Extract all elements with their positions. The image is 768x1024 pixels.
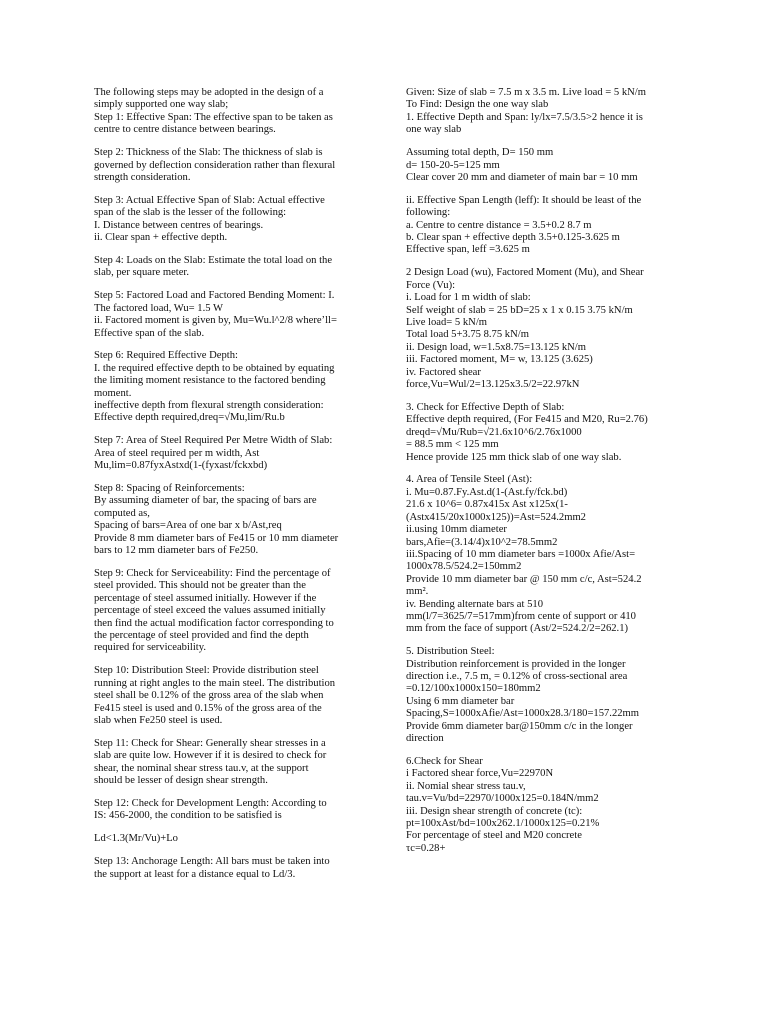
left-text-line: Step 2: Thickness of the Slab: The thickness of slab is bbox=[94, 147, 323, 159]
left-column bbox=[94, 87, 366, 892]
left-text-line: Step 7: Area of Steel Required Per Metre Width of Slab: bbox=[94, 435, 333, 447]
right-text-line: 21.6 x 10^6= 0.87x415x Ast x125x(1- bbox=[406, 499, 568, 511]
left-text-line: Step 12: Check for Development Length: According to bbox=[94, 798, 327, 809]
left-text-line: Effective depth required,dreq=√Mu,lim/Ru.b bbox=[94, 412, 285, 424]
right-paragraph bbox=[406, 195, 674, 257]
left-text-line: slab, per square meter. bbox=[94, 267, 190, 279]
right-text-line: iv. Bending alternate bars at 510 bbox=[406, 598, 543, 610]
right-text-line: Effective depth required, (For Fe415 and M20, Ru=2.76) bbox=[406, 414, 648, 426]
left-text-line: shear, the nominal shear stress tau.v, at the support bbox=[94, 762, 309, 774]
right-text-line: (Astx415/20x1000x125))=Ast=524.2mm2 bbox=[406, 511, 586, 523]
right-paragraph bbox=[406, 147, 674, 184]
right-text-line: b. Clear span + effective depth 3.5+0.125-3.625 m bbox=[406, 232, 620, 244]
left-text-line: By assuming diameter of bar, the spacing of bars are bbox=[94, 495, 317, 507]
right-text-line: iii. Design shear strength of concrete (tc): bbox=[406, 805, 583, 817]
right-paragraph bbox=[406, 474, 674, 635]
left-paragraph bbox=[94, 833, 366, 845]
left-text-line: bars to 12 mm diameter bars of Fe250. bbox=[94, 545, 259, 557]
left-text-line: slab when Fe250 steel is used. bbox=[94, 714, 223, 726]
left-text-line: required for serviceability. bbox=[94, 642, 206, 654]
right-text-line: Provide 6mm diameter bar@150mm c/c in the longer bbox=[406, 720, 633, 732]
left-text-line: then find the actual modification factor corresponding to bbox=[94, 617, 334, 629]
left-text-line: The factored load, Wu= 1.5 W bbox=[94, 302, 224, 314]
right-text-line: ii. Design load, w=1.5x8.75=13.125 kN/m bbox=[406, 341, 586, 353]
left-text-line: computed as, bbox=[94, 507, 150, 519]
right-text-line: Assuming total depth, D= 150 mm bbox=[406, 147, 554, 159]
left-paragraph bbox=[94, 798, 366, 823]
left-paragraph bbox=[94, 856, 366, 881]
left-text-line: ii. Clear span + effective depth. bbox=[94, 232, 228, 244]
left-text-line: I. Distance between centres of bearings. bbox=[94, 219, 264, 231]
left-paragraph bbox=[94, 255, 366, 280]
left-text-line: Provide 8 mm diameter bars of Fe415 or 10 mm diameter bbox=[94, 532, 339, 544]
right-text-line: bars,Afie=(3.14/4)x10^2=78.5mm2 bbox=[406, 536, 558, 548]
left-text-line: Mu,lim=0.87fyxAstxd(1-(fyxast/fckxbd) bbox=[94, 460, 268, 472]
left-paragraph bbox=[94, 350, 366, 424]
right-text-line: 4. Area of Tensile Steel (Ast): bbox=[406, 474, 533, 486]
right-text-line: 6.Check for Shear bbox=[406, 756, 483, 767]
left-paragraph bbox=[94, 195, 366, 245]
right-text-line: force,Vu=Wul/2=13.125x3.5/2=22.97kN bbox=[406, 379, 580, 391]
left-paragraph bbox=[94, 665, 366, 727]
right-text-line: a. Centre to centre distance = 3.5+0.2 8.7 m bbox=[406, 219, 592, 231]
left-text-line: Step 3: Actual Effective Span of Slab: Actual effective bbox=[94, 194, 325, 206]
left-text-line: simply supported one way slab; bbox=[94, 99, 229, 111]
right-paragraph bbox=[406, 87, 674, 137]
left-text-line: Step 8: Spacing of Reinforcements: bbox=[94, 483, 245, 495]
right-column bbox=[406, 87, 674, 866]
right-text-line: 1000x78.5/524.2=150mm2 bbox=[406, 561, 522, 573]
left-text-line: steel provided. This should not be greater than the bbox=[94, 580, 306, 592]
right-text-line: Total load 5+3.75 8.75 kN/m bbox=[406, 329, 529, 341]
right-text-line: mm(l/7=3625/7=517mm)from cente of support or 410 bbox=[406, 610, 636, 622]
right-text-line: pt=100xAst/bd=100x262.1/1000x125=0.21% bbox=[406, 818, 600, 830]
left-text-line: slab are quite low. However if it is desired to check for bbox=[94, 750, 327, 762]
right-text-line: τc=0.28+ bbox=[406, 842, 446, 854]
right-text-line: Distribution reinforcement is provided in the longer bbox=[406, 658, 626, 670]
left-text-line: the limiting moment resistance to the factored bending bbox=[94, 375, 326, 387]
right-text-line: iii.Spacing of 10 mm diameter bars =1000x Afie/Ast= bbox=[406, 548, 636, 560]
right-text-line: 3. Check for Effective Depth of Slab: bbox=[406, 401, 565, 413]
right-text-line: Given: Size of slab = 7.5 m x 3.5 m. Live load = 5 kN/m bbox=[406, 87, 646, 98]
left-text-line: span of the slab is the lesser of the following: bbox=[94, 207, 287, 219]
right-text-line: d= 150-20-5=125 mm bbox=[406, 159, 500, 171]
left-text-line: governed by deflection consideration rather than flexural bbox=[94, 159, 336, 171]
right-text-line: ii. Nomial shear stress tau.v, bbox=[406, 780, 526, 792]
right-paragraph bbox=[406, 267, 674, 391]
right-text-line: Force (Vu): bbox=[406, 279, 456, 291]
right-text-line: i Factored shear force,Vu=22970N bbox=[406, 768, 554, 780]
right-text-line: Self weight of slab = 25 bD=25 x 1 x 0.15 3.75 kN/m bbox=[406, 304, 633, 316]
left-text-line: Step 11: Check for Shear: Generally shear stresses in a bbox=[94, 737, 326, 749]
right-paragraph bbox=[406, 402, 674, 464]
left-paragraph bbox=[94, 290, 366, 340]
left-text-line: percentage of steel assumed initially. However if the bbox=[94, 592, 317, 604]
right-text-line: i. Load for 1 m width of slab: bbox=[406, 292, 531, 304]
left-text-line: ii. Factored moment is given by, Mu=Wu.l^2/8 where’ll= bbox=[94, 315, 337, 327]
left-text-line: the support at least for a distance equal to Ld/3. bbox=[94, 868, 296, 880]
right-text-line: mm from the face of support (Ast/2=524.2/2=262.1) bbox=[406, 623, 629, 635]
right-text-line: Provide 10 mm diameter bar @ 150 mm c/c, Ast=524.2 bbox=[406, 573, 642, 585]
right-text-line: following: bbox=[406, 207, 451, 219]
left-text-line: centre to centre distance between bearings. bbox=[94, 124, 276, 136]
right-text-line: 2 Design Load (wu), Factored Moment (Mu), and Shear bbox=[406, 267, 644, 279]
right-text-line: Live load= 5 kN/m bbox=[406, 317, 487, 328]
right-paragraph bbox=[406, 646, 674, 745]
right-text-line: ii.using 10mm diameter bbox=[406, 524, 507, 536]
left-text-line: Effective span of the slab. bbox=[94, 327, 205, 339]
right-text-line: one way slab bbox=[406, 124, 462, 136]
left-text-line: Step 9: Check for Serviceability: Find the percentage of bbox=[94, 568, 331, 579]
left-paragraph bbox=[94, 87, 366, 137]
left-text-line: Area of steel required per m width, Ast bbox=[94, 447, 260, 459]
right-text-line: Effective span, leff =3.625 m bbox=[406, 244, 530, 256]
right-text-line: Hence provide 125 mm thick slab of one way slab. bbox=[406, 451, 622, 463]
left-paragraph bbox=[94, 568, 366, 655]
right-text-line: tau.v=Vu/bd=22970/1000x125=0.184N/mm2 bbox=[406, 793, 599, 805]
right-text-line: =0.12/100x1000x150=180mm2 bbox=[406, 683, 541, 695]
right-text-line: = 88.5 mm < 125 mm bbox=[406, 439, 499, 451]
left-paragraph bbox=[94, 147, 366, 184]
left-text-line: I. the required effective depth to be obtained by equating bbox=[94, 362, 335, 374]
right-text-line: direction i.e., 7.5 m, = 0.12% of cross-sectional area bbox=[406, 671, 628, 683]
left-text-line: should be lesser of design shear strength. bbox=[94, 775, 268, 787]
left-text-line: Spacing of bars=Area of one bar x b/Ast,req bbox=[94, 520, 282, 532]
left-text-line: strength consideration. bbox=[94, 171, 191, 183]
left-text-line: Step 6: Required Effective Depth: bbox=[94, 350, 238, 362]
left-text-line: moment. bbox=[94, 387, 132, 399]
right-text-line: 1. Effective Depth and Span: ly/lx=7.5/3.5>2 hence it is bbox=[406, 111, 643, 123]
right-text-line: 5. Distribution Steel: bbox=[406, 646, 495, 658]
left-text-line: The following steps may be adopted in the design of a bbox=[94, 87, 324, 98]
right-text-line: iv. Factored shear bbox=[406, 366, 481, 378]
right-text-line: Spacing,S=1000xAfie/Ast=1000x28.3/180=157.22mm bbox=[406, 708, 640, 720]
left-text-line: Step 13: Anchorage Length: All bars must be taken into bbox=[94, 856, 330, 868]
right-text-line: ii. Effective Span Length (leff): It should be least of the bbox=[406, 194, 642, 206]
left-text-line: percentage of steel exceed the values assumed initially bbox=[94, 605, 326, 617]
right-text-line: Clear cover 20 mm and diameter of main bar = 10 mm bbox=[406, 171, 638, 183]
left-text-line: Step 10: Distribution Steel: Provide distribution steel bbox=[94, 665, 319, 677]
right-text-line: i. Mu=0.87.Fy.Ast.d(1-(Ast.fy/fck.bd) bbox=[406, 486, 568, 498]
left-text-line: Step 4: Loads on the Slab: Estimate the total load on the bbox=[94, 254, 333, 266]
right-paragraph bbox=[406, 756, 674, 855]
left-text-line: Fe415 steel is used and 0.15% of the gross area of the bbox=[94, 702, 322, 714]
right-text-line: mm². bbox=[406, 586, 429, 598]
left-text-line: ineffective depth from flexural strength consideration: bbox=[94, 400, 324, 412]
right-text-line: Using 6 mm diameter bar bbox=[406, 695, 515, 707]
left-paragraph bbox=[94, 738, 366, 788]
left-text-line: the percentage of steel provided and find the depth bbox=[94, 630, 309, 642]
right-text-line: direction bbox=[406, 733, 444, 745]
right-text-line: To Find: Design the one way slab bbox=[406, 99, 549, 111]
right-text-line: iii. Factored moment, M= w, 13.125 (3.625) bbox=[406, 354, 593, 366]
right-text-line: dreqd=√Mu/Rub=√21.6x10^6/2.76x1000 bbox=[406, 426, 582, 438]
left-text-line: IS: 456-2000, the condition to be satisfied is bbox=[94, 810, 282, 822]
right-text-line: For percentage of steel and M20 concrete bbox=[406, 830, 582, 842]
left-paragraph bbox=[94, 483, 366, 557]
left-text-line: Ld<1.3(Mr/Vu)+Lo bbox=[94, 833, 178, 845]
left-text-line: Step 5: Factored Load and Factored Bending Moment: I. bbox=[94, 290, 335, 302]
left-text-line: steel shall be 0.12% of the gross area of the slab when bbox=[94, 690, 324, 702]
left-text-line: running at right angles to the main steel. The distribution bbox=[94, 677, 336, 689]
left-paragraph bbox=[94, 435, 366, 472]
left-text-line: Step 1: Effective Span: The effective span to be taken as bbox=[94, 111, 333, 123]
